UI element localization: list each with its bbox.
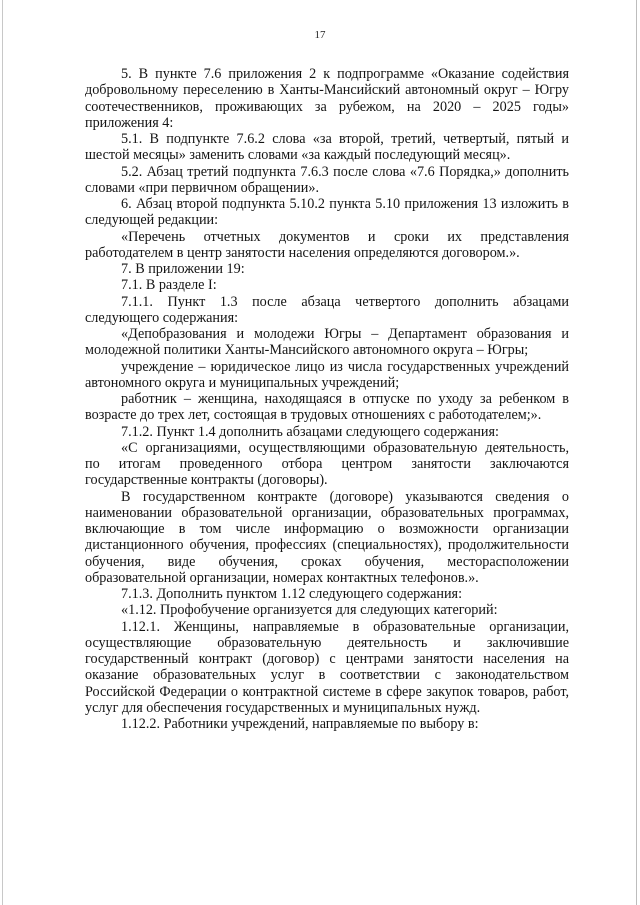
paragraph-7-1-1: 7.1.1. Пункт 1.3 после абзаца четвертого дополнить абзацами следующего содержания:: [85, 293, 569, 326]
paragraph-contract-details: В государственном контракте (договоре) указываются сведения о наименовании образовательной организации, образовательных программах, включающие в том числе информацию о возможности организации дистанционного обучения, профессиях (специальностях), продолжительности обучения, виде обучения, сроках обучения, месторасположении образовательной организации, номерах контактных телефонов.».: [85, 488, 569, 586]
page-number: 17: [314, 29, 326, 41]
paragraph-definition-rabotnik: работник – женщина, находящаяся в отпуске по уходу за ребенком в возрасте до трех лет, состоящая в трудовых отношениях с работодателем;».: [85, 391, 569, 424]
paragraph-5: 5. В пункте 7.6 приложения 2 к подпрограмме «Оказание содействия добровольному переселению в Ханты-Мансийский автономный округ – Югру соотечественников, проживающих за рубежом, на 2020 – 2025 годы» приложения 4:: [85, 66, 569, 131]
paragraph-7-1-3: 7.1.3. Дополнить пунктом 1.12 следующего содержания:: [121, 586, 463, 602]
paragraph-7-1-2: 7.1.2. Пункт 1.4 дополнить абзацами следующего содержания:: [121, 423, 499, 440]
page-right-edge: [636, 0, 637, 905]
page-left-edge: [2, 0, 3, 905]
paragraph-7-1: 7.1. В разделе I:: [121, 277, 217, 294]
document-body: [85, 66, 569, 732]
paragraph-6-quote: «Перечень отчетных документов и сроки их представления работодателем в центр занятости населения определяются договором.».: [85, 228, 569, 261]
paragraph-1-12-2: 1.12.2. Работники учреждений, направляемые по выбору в:: [121, 716, 479, 732]
paragraph-definition-uchrezhdenie: учреждение – юридическое лицо из числа государственных учреждений автономного округа и муниципальных учреждений;: [85, 358, 569, 391]
paragraph-definition-depobrazovaniya: «Депобразования и молодежи Югры – Департамент образования и молодежной политики Ханты-Мансийского автономного округа – Югры;: [85, 326, 569, 359]
paragraph-1-12: «1.12. Профобучение организуется для следующих категорий:: [121, 602, 498, 619]
paragraph-5-1: 5.1. В подпункте 7.6.2 слова «за второй, третий, четвертый, пятый и шестой месяцы» заменить словами «за каждый последующий месяц».: [85, 131, 569, 164]
paragraph-6: 6. Абзац второй подпункта 5.10.2 пункта 5.10 приложения 13 изложить в следующей редакции:: [85, 196, 569, 229]
paragraph-contracts: «С организациями, осуществляющими образовательную деятельность, по итогам проведенного отбора центром занятости заключаются государственные контракты (договоры).: [85, 439, 569, 489]
paragraph-5-2: 5.2. Абзац третий подпункта 7.6.3 после слова «7.6 Порядка,» дополнить словами «при первичном обращении».: [85, 163, 569, 196]
paragraph-1-12-1: 1.12.1. Женщины, направляемые в образовательные организации, осуществляющие образовательную деятельность и заключившие государственный контракт (договор) с центрами занятости населения на оказание образовательных услуг в соответствии с законодательством Российской Федерации о контрактной системе в сфере закупок товаров, работ, услуг для обеспечения государственных и муниципальных нужд.: [85, 618, 569, 716]
paragraph-7: 7. В приложении 19:: [121, 261, 245, 277]
